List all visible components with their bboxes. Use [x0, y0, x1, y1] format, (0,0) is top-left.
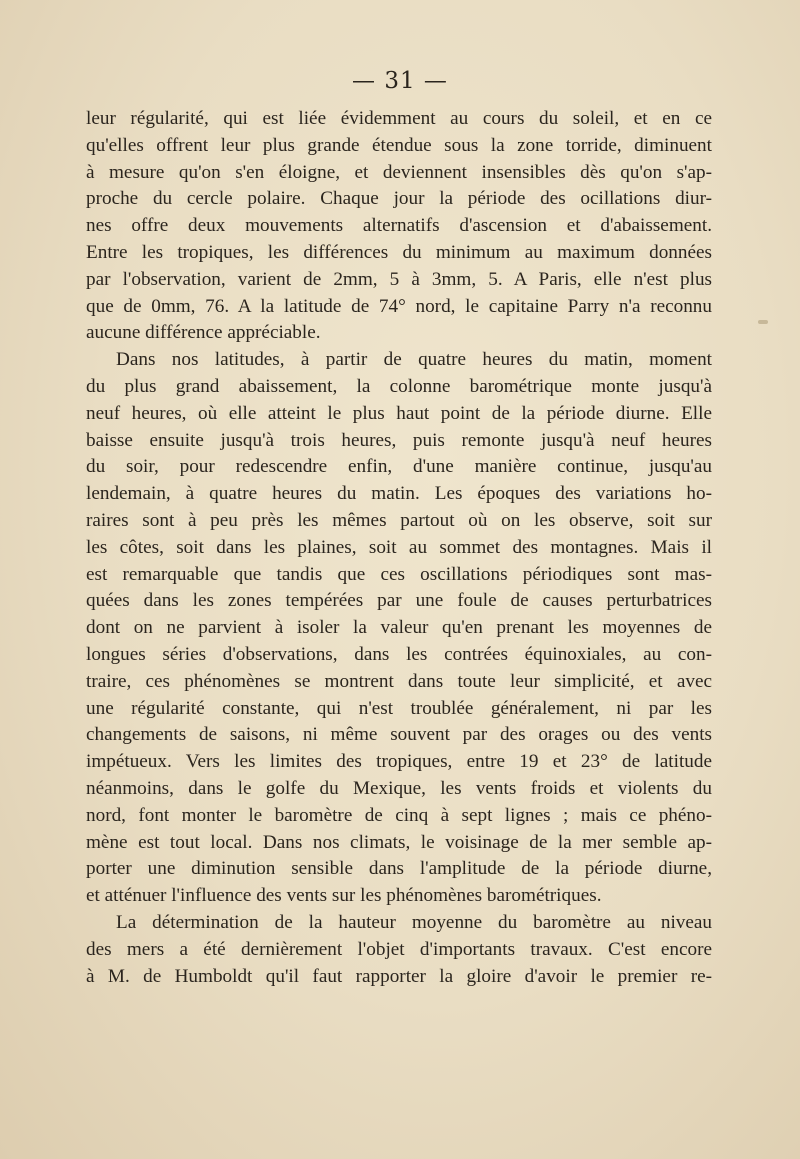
- text-line: quées dans les zones tempérées par une foule de causes perturbatrices: [86, 590, 712, 612]
- paragraph-start-line: Dans nos latitudes, à partir de quatre heures du matin, moment: [116, 349, 712, 371]
- text-line: raires sont à peu près les mêmes partout où on les observe, soit sur: [86, 509, 712, 531]
- text-line: une régularité constante, qui n'est troublée généralement, ni par les: [86, 697, 712, 719]
- body-text: [86, 106, 712, 990]
- text-line: leur régularité, qui est liée évidemment au cours du soleil, et en ce: [86, 108, 712, 129]
- text-line: les côtes, soit dans les plaines, soit au sommet des montagnes. Mais il: [86, 536, 712, 558]
- paper-mark: [758, 320, 768, 324]
- text-line: par l'observation, varient de 2mm, 5 à 3mm, 5. A Paris, elle n'est plus: [86, 268, 712, 290]
- text-line: est remarquable que tandis que ces oscillations périodiques sont mas-: [86, 563, 712, 585]
- text-line: longues séries d'observations, dans les contrées équinoxiales, au con-: [86, 643, 712, 665]
- text-line: baisse ensuite jusqu'à trois heures, puis remonte jusqu'à neuf heures: [86, 429, 712, 451]
- text-line: qu'elles offrent leur plus grande étendue sous la zone torride, diminuent: [86, 134, 712, 156]
- text-line: nord, font monter le baromètre de cinq à sept lignes ; mais ce phéno-: [86, 804, 712, 826]
- page-number: — 31 —: [352, 68, 448, 94]
- text-line: à mesure qu'on s'en éloigne, et deviennent insensibles dès qu'on s'ap-: [86, 161, 712, 183]
- text-line: traire, ces phénomènes se montrent dans toute leur simplicité, et avec: [86, 670, 712, 692]
- text-line: nes offre deux mouvements alternatifs d'ascension et d'abaissement.: [86, 215, 712, 237]
- text-line: proche du cercle polaire. Chaque jour la période des ocillations diur-: [86, 188, 712, 210]
- text-line: lendemain, à quatre heures du matin. Les époques des variations ho-: [86, 483, 712, 505]
- text-line: changements de saisons, ni même souvent par des orages ou des vents: [86, 724, 712, 746]
- text-line: à M. de Humboldt qu'il faut rapporter la gloire d'avoir le premier re-: [86, 965, 712, 987]
- paragraph-end-line: aucune différence appréciable.: [86, 322, 321, 344]
- text-line: neuf heures, où elle atteint le plus haut point de la période diurne. Elle: [86, 402, 712, 424]
- text-line: impétueux. Vers les limites des tropiques, entre 19 et 23° de latitude: [86, 751, 712, 773]
- text-line: mène est tout local. Dans nos climats, le voisinage de la mer semble ap-: [86, 831, 712, 853]
- paragraph-end-line: et atténuer l'influence des vents sur les phénomènes barométriques.: [86, 885, 602, 907]
- text-line: du soir, pour redescendre enfin, d'une manière continue, jusqu'au: [86, 456, 712, 478]
- paragraph-start-line: La détermination de la hauteur moyenne du baromètre au niveau: [116, 911, 712, 933]
- text-line: Entre les tropiques, les différences du minimum au maximum données: [86, 241, 712, 263]
- text-line: du plus grand abaissement, la colonne barométrique monte jusqu'à: [86, 375, 712, 397]
- text-line: des mers a été dernièrement l'objet d'importants travaux. C'est encore: [86, 938, 712, 960]
- text-line: que de 0mm, 76. A la latitude de 74° nord, le capitaine Parry n'a reconnu: [86, 295, 712, 317]
- text-line: porter une diminution sensible dans l'amplitude de la période diurne,: [86, 858, 712, 880]
- text-line: néanmoins, dans le golfe du Mexique, les vents froids et violents du: [86, 777, 712, 799]
- text-line: dont on ne parvient à isoler la valeur qu'en prenant les moyennes de: [86, 617, 712, 639]
